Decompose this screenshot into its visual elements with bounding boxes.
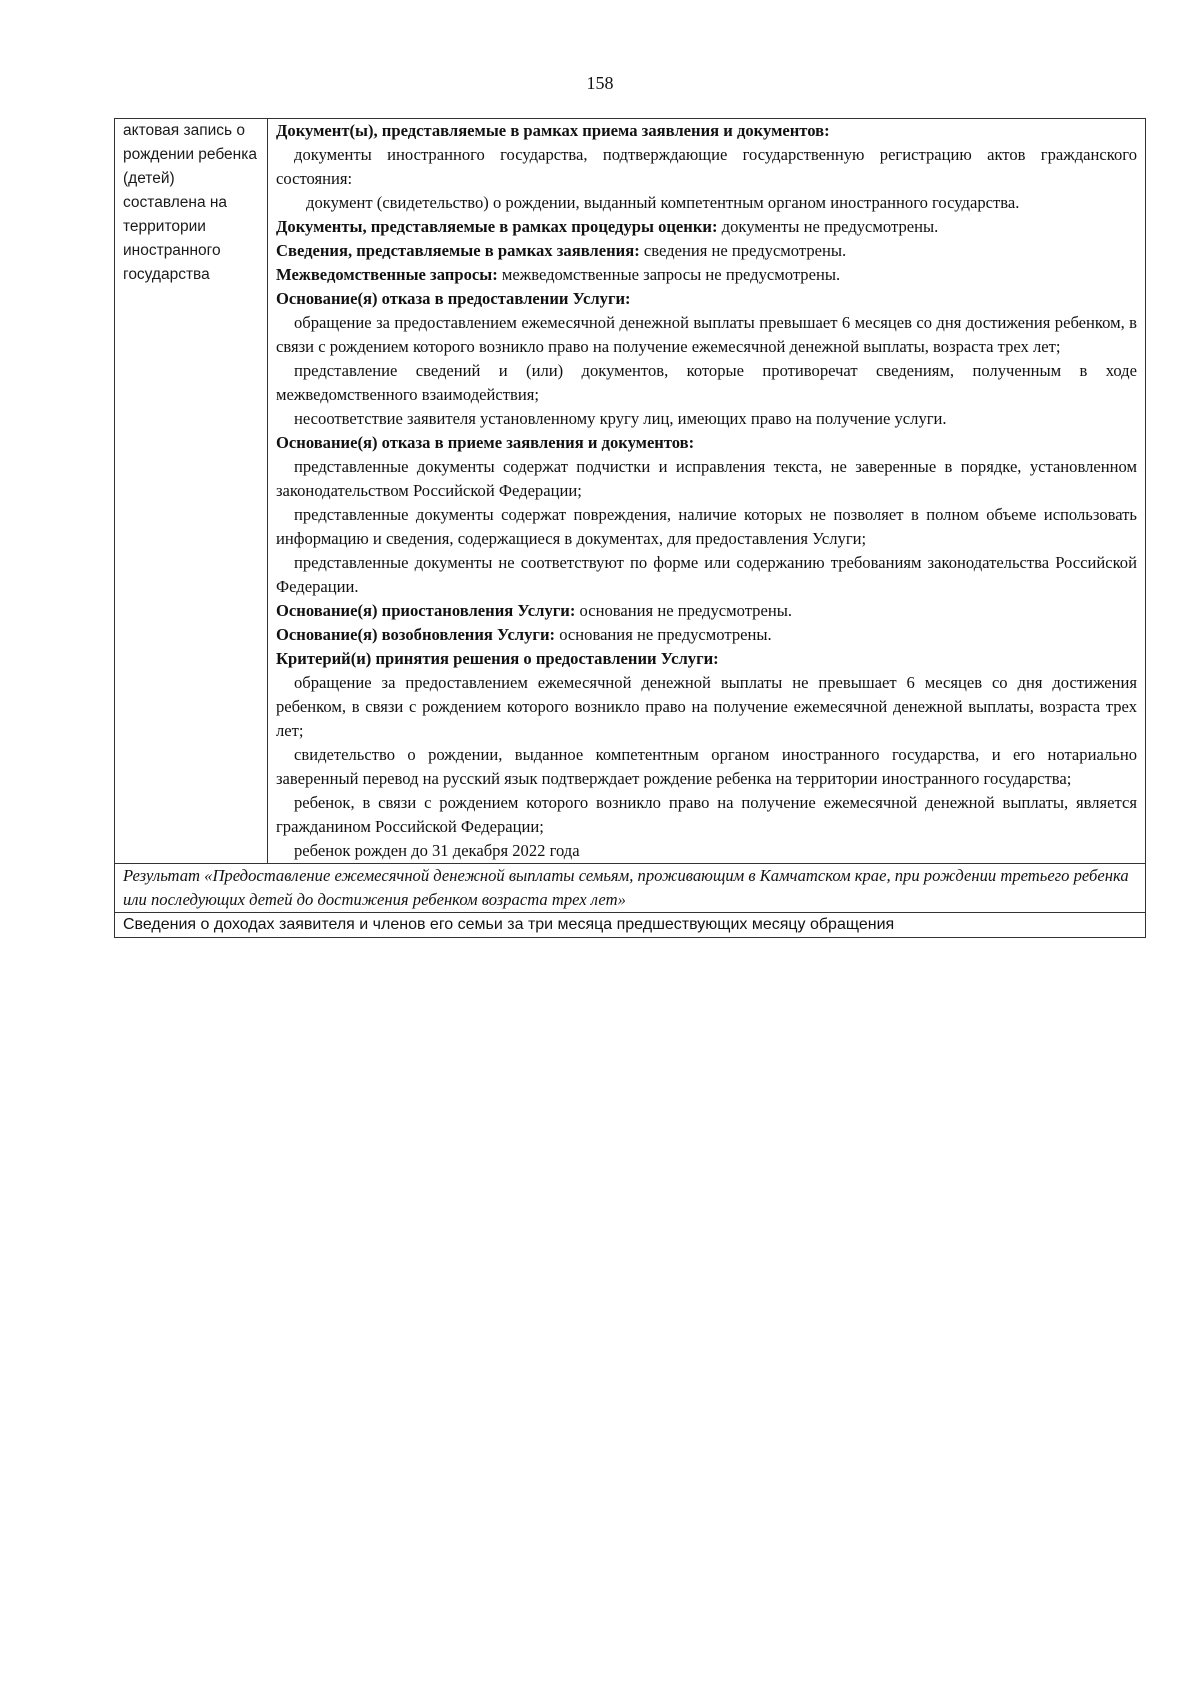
table-row-income [115,913,1146,938]
refusal-service-heading: Основание(я) отказа в предоставлении Услуги: [276,289,631,308]
documents-intake-paragraph: документ (свидетельство) о рождении, выданный компетентным органом иностранного государства. [306,193,1020,212]
refusal-intake-paragraph: представленные документы содержат повреждения, наличие которых не позволяет в полном объеме использовать информацию и сведения, содержащиеся в документах, для предоставления Услуги; [276,505,1137,548]
criteria-paragraph: свидетельство о рождении, выданное компетентным органом иностранного государства, и его нотариально заверенный перевод на русский язык подтверждает рождение ребенка на территории иностранного государства; [276,745,1137,788]
right-cell-content [268,119,1146,864]
interagency-text: межведомственные запросы не предусмотрены. [497,265,841,284]
interagency-heading: Межведомственные запросы: [276,265,498,284]
criteria-heading: Критерий(и) принятия решения о предоставлении Услуги: [276,649,719,668]
documents-intake-heading: Документ(ы), представляемые в рамках приема заявления и документов: [276,121,830,140]
left-cell-condition: актовая запись о рождении ребенка (детей) составлена на территории иностранного государства [115,119,268,864]
suspension-heading: Основание(я) приостановления Услуги: [276,601,576,620]
info-application-line [276,239,1137,263]
refusal-intake-paragraph: представленные документы не соответствуют по форме или содержанию требованиям законодательства Российской Федерации. [276,553,1137,596]
suspension-text: основания не предусмотрены. [575,601,793,620]
refusal-intake-heading: Основание(я) отказа в приеме заявления и документов: [276,433,695,452]
table-row-main [115,119,1146,864]
resumption-line [276,623,1137,647]
refusal-service-paragraph: обращение за предоставлением ежемесячной денежной выплаты превышает 6 месяцев со дня достижения ребенком, в связи с рождением которого возникло право на получение ежемесячной денежной выплаты, возраста трех лет; [276,313,1137,356]
documents-assessment-heading: Документы, представляемые в рамках процедуры оценки: [276,217,718,236]
table-row-result [115,864,1146,913]
documents-intake-paragraph: документы иностранного государства, подтверждающие государственную регистрацию актов гражданского состояния: [276,145,1137,188]
income-cell: Сведения о доходах заявителя и членов его семьи за три месяца предшествующих месяцу обращения [115,913,1146,938]
criteria-paragraph: ребенок, в связи с рождением которого возникло право на получение ежемесячной денежной выплаты, является гражданином Российской Федерации; [276,793,1137,836]
interagency-line [276,263,1137,287]
resumption-text: основания не предусмотрены. [555,625,772,644]
suspension-line [276,599,1137,623]
documents-assessment-line [276,215,1137,239]
documents-assessment-text: документы не предусмотрены. [717,217,939,236]
criteria-paragraph: обращение за предоставлением ежемесячной денежной выплаты не превышает 6 месяцев со дня достижения ребенком, в связи с рождением которого возникло право на получение ежемесячной денежной выплаты, возраста трех лет; [276,673,1137,740]
criteria-paragraph: ребенок рожден до 31 декабря 2022 года [294,841,580,860]
info-application-text: сведения не предусмотрены. [639,241,847,260]
refusal-service-paragraph: представление сведений и (или) документов, которые противоречат сведениям, полученным в ходе межведомственного взаимодействия; [276,361,1137,404]
refusal-intake-paragraph: представленные документы содержат подчистки и исправления текста, не заверенные в порядке, установленном законодательством Российской Федерации; [276,457,1137,500]
page-number: 158 [586,73,614,93]
refusal-service-paragraph: несоответствие заявителя установленному кругу лиц, имеющих право на получение услуги. [294,409,947,428]
document-table [114,118,1146,938]
info-application-heading: Сведения, представляемые в рамках заявления: [276,241,640,260]
resumption-heading: Основание(я) возобновления Услуги: [276,625,556,644]
result-cell: Результат «Предоставление ежемесячной денежной выплаты семьям, проживающим в Камчатском крае, при рождении третьего ребенка или последующих детей до достижения ребенком возраста трех лет» [115,864,1146,913]
